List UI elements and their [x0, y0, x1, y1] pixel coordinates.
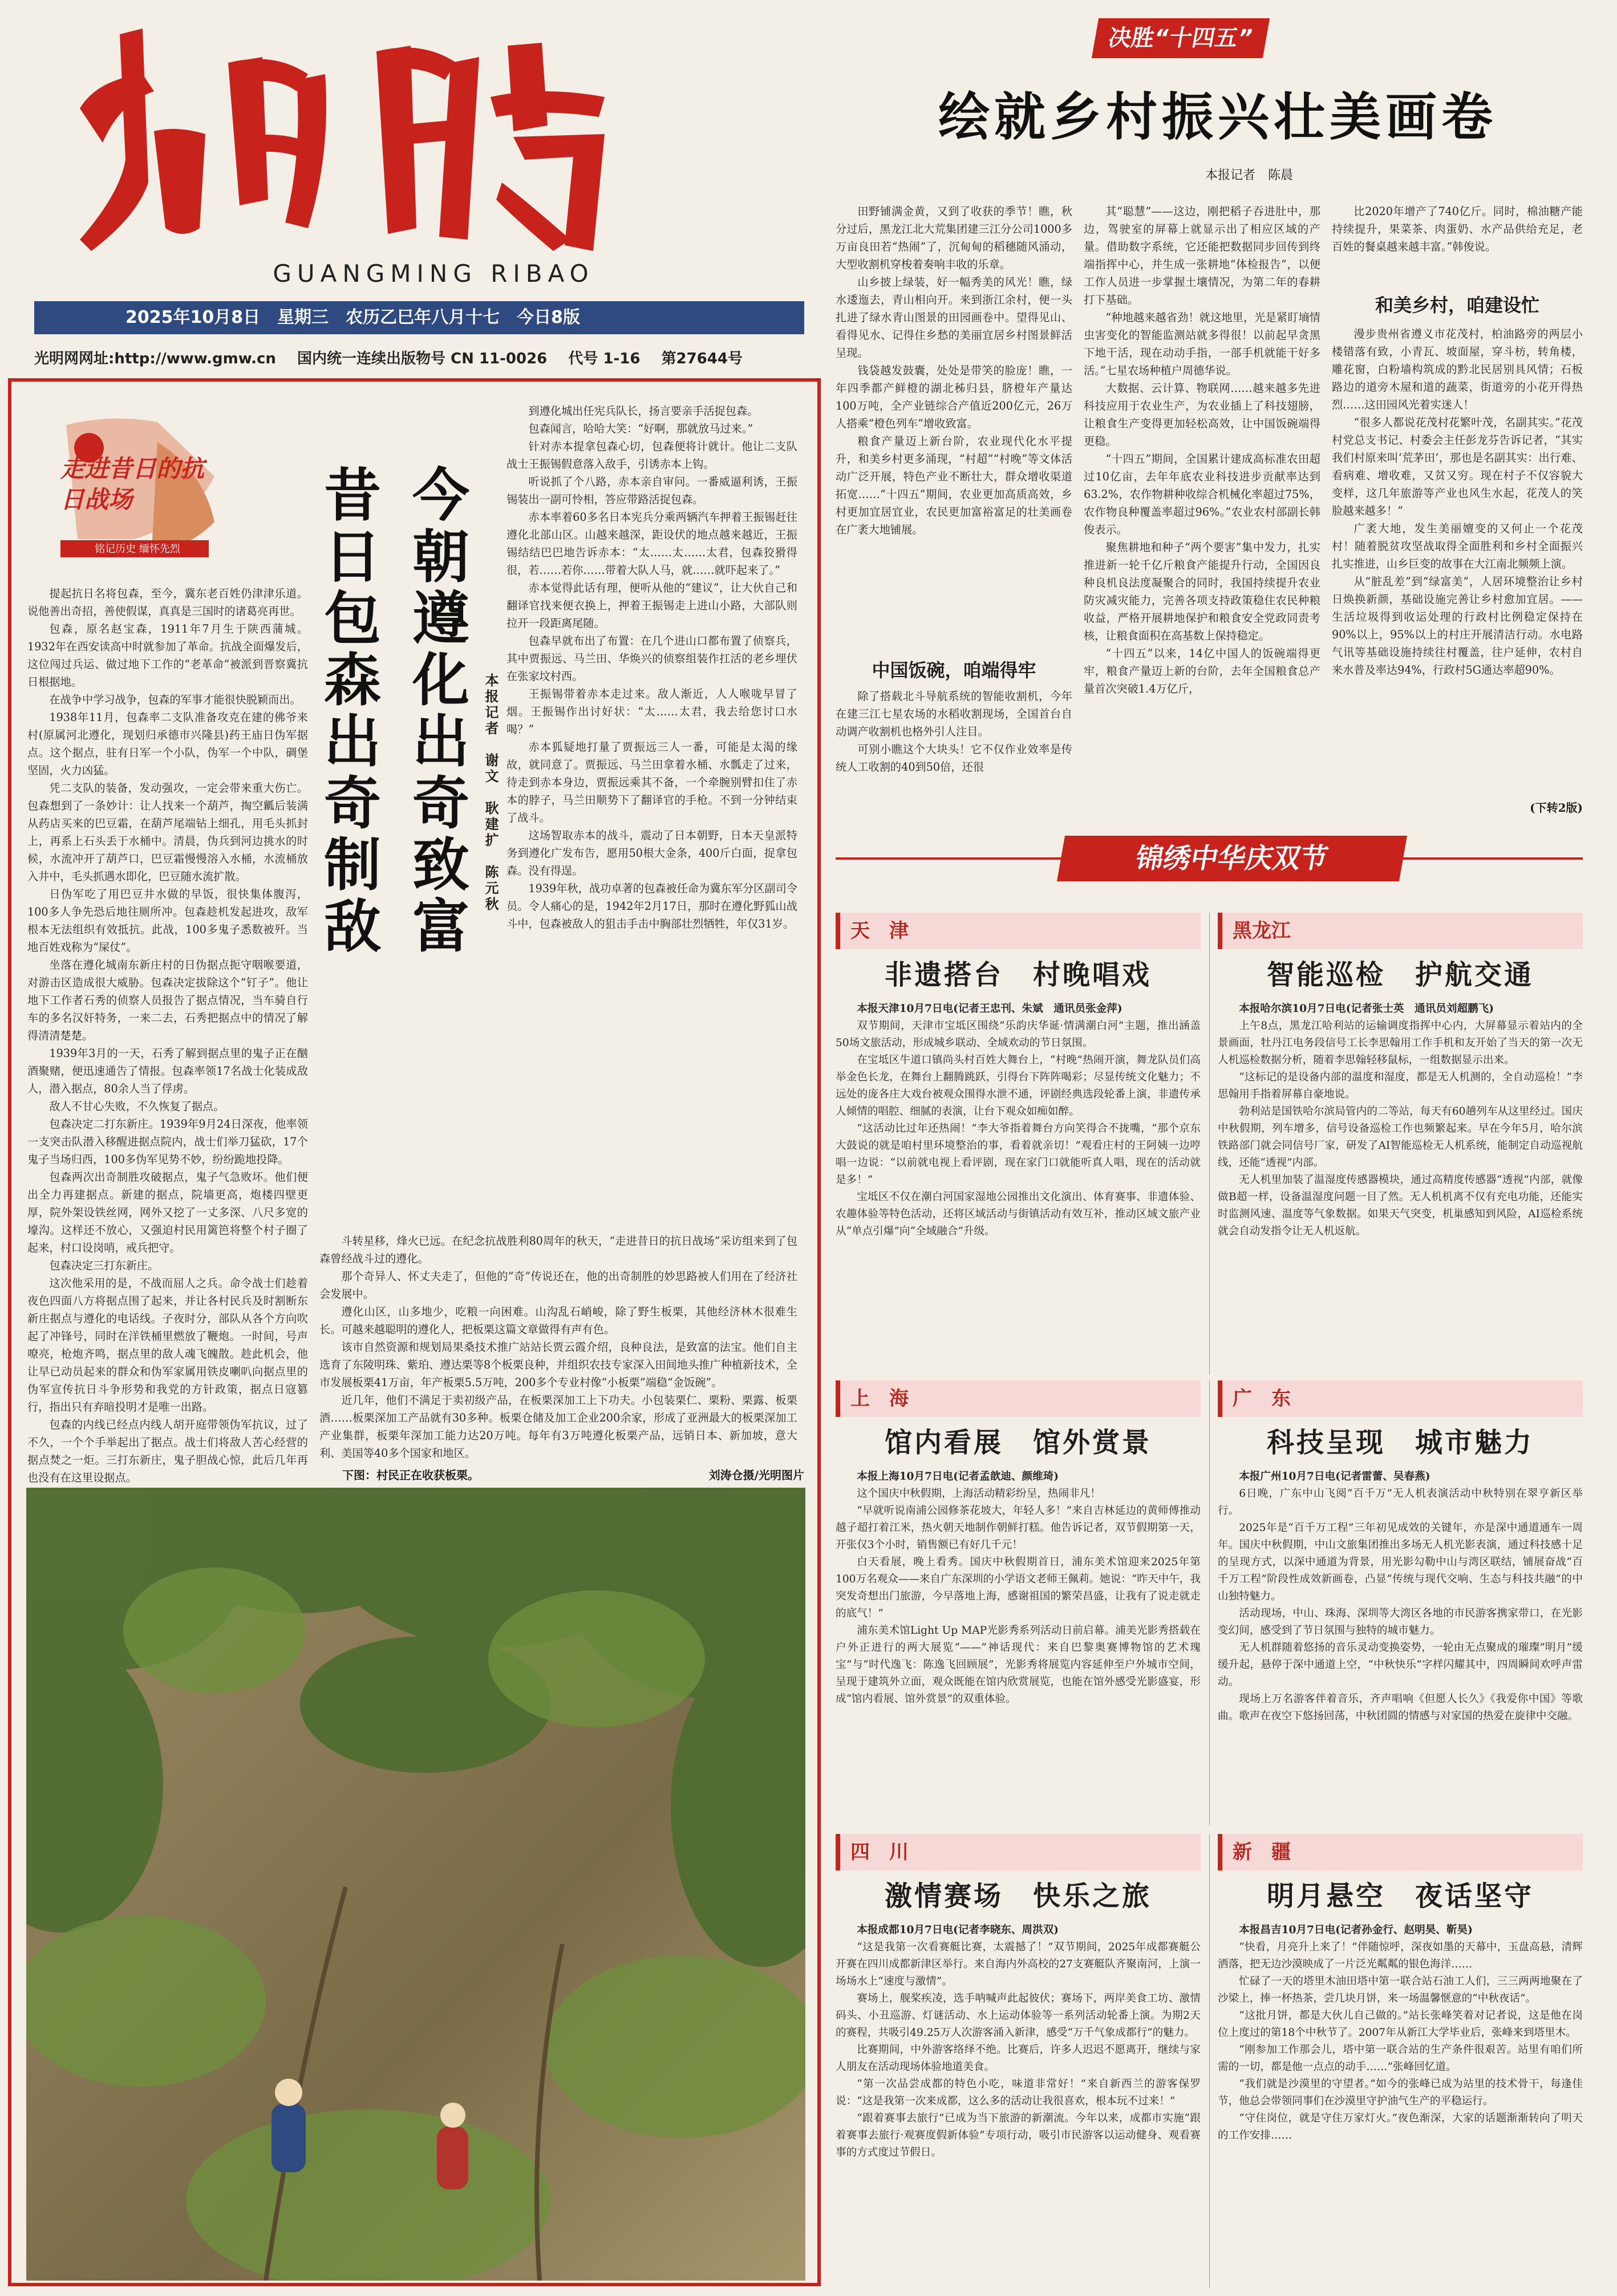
paragraph: 1939年秋，战功卓著的包森被任命为冀东军分区副司令员。令人痛心的是，1942年2月17日，那时在遵化野狐山战斗中，包森被敌人的狙击手击中胸部壮烈牺牲，年仅31岁。: [506, 882, 797, 930]
chestnut-harvest-photo: [26, 1488, 805, 2281]
main-headline: 绘就乡村振兴壮美画卷: [938, 87, 1497, 147]
paragraph: 包森决定三打东新庄。: [49, 1259, 159, 1272]
paragraph: 其“聪慧”——这边，刚把稻子吞进肚中，那边，驾驶室的屏幕上就显示出了相应区域的产量。借助数字系统，它还能把数据同步回传到终端指挥中心，并生成一张耕地“体检报告”，以便工作人员进一步掌握土壤情况，为第二年的春耕打下基础。: [1084, 205, 1320, 306]
paragraph: “种地越来越省劲！就这地里，光是紧盯墒情虫害变化的智能监测站就多得很！以前起早贪黑下地干活，现在动动手指，一部手机就能干好多活。”七星农场种植户周德华说。: [1084, 311, 1320, 377]
feature-column-1: [27, 585, 308, 1483]
rural-column-1b: [836, 687, 1072, 816]
paragraph: 漫步贵州省遵义市花茂村，柏油路旁的两层小楼错落有致，小青瓦、坡面屋，穿斗枋，转角楼，雕花窗，白粉墙构筑成的黔北民居别具风情；石板路边的道旁木屋和道的蔬菜，街道旁的小花开得热烈……这田园风光着实迷人！: [1332, 327, 1583, 411]
paragraph: 包森的内线已经点内线人胡开庭带领伪军抗议，过了不久，一个个手举起出了据点。战士们将敌人苦心经营的据点焚之一炬。三打东新庄，鬼子胆战心惊，此后几年再也没有在这里设据点。: [27, 1418, 308, 1483]
region-article: [836, 1922, 1201, 2278]
paragraph: 该市自然资源和规划局果桑技术推广站站长贾云霞介绍，良种良法，是致富的法宝。他们自主选育了东陵明珠、紫珀、遵达栗等8个板栗良种，并组织农技专家深入田间地头推广种植新技术，全市发展板栗41万亩，年产板栗5.5万吨，200多个专业村像“小板栗”端稳“金饭碗”。: [319, 1341, 797, 1389]
region-block: [836, 1834, 1201, 2287]
festival-band-title: 锦绣中华庆双节: [1057, 836, 1407, 881]
paragraph: 除了搭载北斗导航系统的智能收割机，今年在建三江七星农场的水稻收割现场，全国首台自动调产收割机也格外引人注目。: [836, 690, 1072, 738]
region-block: [836, 1380, 1201, 1825]
paragraph: 比2020年增产了740亿斤。同时，棉油糖产能持续提升，果菜茶、肉蛋奶、水产品供给充足，老百姓的餐桌越来越丰富。”韩俊说。: [1332, 205, 1583, 253]
feature-column-2: [506, 402, 797, 1224]
feature-column-3: [319, 1232, 797, 1463]
paragraph: 提起抗日名将包森，至今，冀东老百姓仍津津乐道。说他善出奇招，善使假谋，真真是三国时的诸葛亮再世。: [27, 587, 308, 618]
paragraph: 广袤大地，发生美丽嬗变的又何止一个花茂村！随着脱贫攻坚战取得全面胜利和乡村全面振兴扎实推进，山乡巨变的故事在大江南北频频上演。: [1332, 522, 1583, 570]
paragraph: 无人机群随着悠扬的音乐灵动变换姿势，一轮由无点聚成的璀璨“明月”缓缓升起，悬停于深中通道上空，“中秋快乐”字样闪耀其中，四周瞬间欢呼声雷动。: [1218, 1642, 1583, 1688]
paragraph: “刚参加工作那会儿，塔中第一联合站的生产条件很艰苦。站里有咱们所需的一切，都是他一点点的动手……”张峰回忆道。: [1218, 2044, 1583, 2073]
paragraph: 到遵化城出任宪兵队长，扬言要亲手活捉包森。: [528, 404, 759, 418]
paragraph: 钱袋越发鼓囊，处处是带笑的脸庞！瞧，一年四季都产鲜橙的湖北秭归县，脐橙年产量达100万吨，全产业链综合产值近200亿元，26万人搭乘“橙色列车”增收致富。: [836, 364, 1072, 430]
paragraph: “快看，月亮升上来了！”伴随惊呼，深夜如墨的天幕中，玉盘高悬，清辉洒落，把无边沙漠映成了一片泛光粼粼的银色海洋……: [1218, 1941, 1583, 1970]
paragraph: 凭二支队的装备，发动强攻，一定会带来重大伤亡。包森想到了一条妙计：让人找来一个葫芦，掏空瓤后装满从药店买来的巴豆霜，在葫芦尾端钻上细孔，用毛头抓封上，再系上石头丢于水桶中。清晨，伪兵到河边挑水的时候，水流冲开了葫芦口，巴豆霜慢慢溶入水桶，水流桶放入井中，毛头抓遇水即化，巴豆随水流扩散。: [27, 781, 308, 883]
paragraph: “很多人都说花茂村花繁叶茂，名副其实。”花茂村党总支书记、村委会主任彭龙芬告诉记者，“其实我们村原来叫‘荒茅田’，那也是名副其实：出行难、看病难、增收难，又贫又穷。现在村子不仅容貌大变样，这几年旅游等产业也风生水起，花茂人的笑脸越来越多！”: [1332, 416, 1583, 517]
paragraph: 比赛期间，中外游客络绎不绝。比赛后，许多人迟迟不愿离开，继续与家人朋友在活动现场体验地道美食。: [836, 2044, 1201, 2073]
region-headline: 明月悬空 夜话坚守: [1266, 1880, 1534, 1912]
paragraph: “我们就是沙漠里的守望者。”如今的张峰已成为站里的技术骨干，每逢佳节，他总会带领同事们在沙漠里守护油气生产的平稳运行。: [1218, 2078, 1583, 2107]
column-divider: [1209, 913, 1210, 1375]
paragraph: 赤本觉得此话有理，便听从他的“建议”，让大伙自己和翻译官找来便衣换上，押着王振锡走上进山小路，大部队则拉开一段距离尾随。: [506, 581, 797, 630]
paragraph: 这个国庆中秋假期，上海活动精彩纷呈，热闹非凡！: [857, 1488, 1101, 1500]
paragraph: 现场上万名游客伴着音乐，齐声唱响《但愿人长久》《我爱你中国》等歌曲。歌声在夜空下悠扬回荡，中秋团圆的情感与对家国的热爱在旋律中交融。: [1218, 1693, 1583, 1722]
region-headline: 科技呈现 城市魅力: [1266, 1427, 1534, 1459]
column-divider: [1209, 1834, 1210, 2287]
rural-subhead-2: 和美乡村，咱建设忙: [1375, 294, 1539, 316]
serial-number: 国内统一连续出版物号 CN 11-0026: [297, 350, 548, 367]
paragraph: 赤本率着60多名日本宪兵分乘两辆汽车押着王振锡赶往遵化北部山区。山越来越深，距设伏的地点越来越近，王振锡结结巴巴地告诉赤本：“太……太……太君，包森狡猾得很，若……若你……带着大队人马，就……就吓起来了。”: [506, 511, 797, 577]
paragraph: “第一次品尝成都的特色小吃，味道非常好！”来自新西兰的游客保罗说：“这是我第一次来成都，这么多的活动让我很喜欢，根本玩不过来！”: [836, 2078, 1201, 2107]
column-divider: [1209, 1380, 1210, 1825]
region-dateline: 本报成都10月7日电(记者李晓东、周洪双): [857, 1924, 1059, 1936]
region-label: 广 东: [1218, 1380, 1583, 1417]
paragraph: “早就听说南浦公园修茶花坡大，年轻人多！”来自吉林延边的黄师傅推动越子超打着江米，热火朝天地制作朝鲜打糕。他告诉记者，双节假期第一天，开张仅3个小时，销售额已有好几千元！: [836, 1505, 1201, 1551]
rural-column-3b: [1332, 325, 1583, 793]
website-url[interactable]: 光明网网址:http://www.gmw.cn: [34, 350, 276, 367]
region-block: [836, 913, 1201, 1375]
paragraph: 包森决定二打东新庄。1939年9月24日深夜，他率领一支突击队潜入移醒进据点院内，战士们举刀猛砍，17个鬼子当场归西，100多伪军见势不妙，纷纷跪地投降。: [27, 1117, 308, 1166]
paragraph: 赤本狐疑地打量了贾振远三人一番，可能是太渴的缘故，就同意了。贾振远、马兰田拿着水桶、水瓢走了过来，待走到赤本身边，贾振远乘其不备，一个牵腕别臂扣住了赤本的脖子，马兰田顺势下了翻译官的手枪。不到一分钟结束了战斗。: [506, 740, 797, 824]
paragraph: 浦东美术馆Light Up MAP光影秀系列活动日前启幕。浦美光影秀搭载在户外正进行的两大展览“——“神话现代：来自巴黎奥赛博物馆的艺术瑰宝”与“时代逸飞：陈逸飞回顾展”，光影秀将展览内容延伸至户外城市空间，呈现于建筑外立面，观众既能在馆内欣赏展览，也能在馆外感受光影盛宴，形成“馆内看展、馆外赏景”的双重体验。: [836, 1625, 1201, 1705]
paragraph: 斗转星移，烽火已远。在纪念抗战胜利80周年的秋天，“走进昔日的抗日战场”采访组来到了包森曾经战斗过的遵化。: [319, 1234, 797, 1265]
headline-byline: 本报记者 陈晨: [1205, 168, 1293, 183]
region-block: [1218, 1834, 1583, 2287]
paragraph: 那个奇异人、怀丈夫走了，但他的“奇”传说还在，他的出奇制胜的妙思路被人们用在了经济社会发展中。: [319, 1270, 797, 1301]
paragraph: 敌人不甘心失败，不久恢复了据点。: [49, 1100, 225, 1113]
masthead-pinyin: GUANGMING RIBAO: [273, 260, 594, 287]
paragraph: 上午8点，黑龙江哈利站的运输调度指挥中心内，大屏幕显示着站内的全景画面，牡丹江电务段信号工长李思翰用工作手机和友开始了当天的第一次无人机巡检数据分析，随着李思翰轻移鼠标，一组数据显示出来。: [1218, 1020, 1583, 1066]
date-bar: 2025年10月8日 星期三 农历乙巳年八月十七 今日8版: [34, 301, 804, 334]
region-label: 上 海: [836, 1380, 1201, 1417]
region-block: [1218, 913, 1583, 1375]
paragraph: 1938年11月，包森率二支队准备攻克在建的佛爷来村(原属河北遵化，现划归承德市兴隆县)药王庙日伪军据点。这个据点，驻有日军一个小队，伪军一个中队，碉堡坚固，火力凶猛。: [27, 711, 308, 777]
paragraph: 近几年，他们不满足于卖初级产品，在板栗深加工上下功夫。小包装栗仁、栗粉、栗露、板栗酒……板栗深加工产品就有30多种。板栗仓储及加工企业200余家，形成了亚洲最大的板栗深加工产业集群，板栗年深加工能力达20万吨。每年有3万吨遵化板栗产品，远销日本、新加坡，意大利、美国等40多个国家和地区。: [319, 1394, 797, 1460]
region-article: [1218, 1001, 1583, 1366]
photo-caption: 下图：村民正在收获板栗。: [342, 1468, 479, 1482]
paragraph: [319, 1462, 797, 1463]
feature-title-line2: 昔日包森出奇制敌: [314, 465, 382, 958]
region-block: [1218, 1380, 1583, 1825]
paragraph: 可别小瞧这个大块头！它不仅作业效率是传统人工收割的40到50倍，还很: [836, 743, 1072, 774]
region-article: [1218, 1922, 1583, 2278]
region-headline: 非遗搭台 村晚唱戏: [884, 959, 1152, 991]
paragraph: 遵化山区，山多地少，吃粮一向困难。山沟乱石峭峻，除了野生板栗，其他经济林木很难生长。可越来越聪明的遵化人，把板栗这篇文章做得有声有色。: [319, 1305, 797, 1336]
region-headline: 馆内看展 馆外赏景: [884, 1427, 1152, 1459]
paragraph: 听说抓了个八路，赤本亲自审问。一番威逼利诱，王振锡装出一副可怜相，答应带路活捉包森。: [506, 475, 797, 506]
region-label: 天 津: [836, 913, 1201, 949]
feature-title-line1: 今朝遵化出奇致富: [403, 465, 470, 958]
region-label: 新 疆: [1218, 1834, 1583, 1870]
issue-number: 第27644号: [661, 350, 743, 367]
region-dateline: 本报昌吉10月7日电(记者孙金行、赵明昊、靳昊): [1239, 1924, 1473, 1936]
publication-info: [34, 347, 833, 375]
postal-code: 代号 1-16: [568, 350, 641, 367]
paragraph: 针对赤本提拿包森心切，包森便将计就计。他让二支队战士王振锡假意落入敌手，引诱赤本上钩。: [506, 440, 797, 471]
paragraph: “这活动比过年还热闹！”李大爷指着舞台方向笑得合不拢嘴，“那个京东大鼓说的就是咱村里环境整治的事，看着就亲切！”观看庄村的王阿姨一边哼唱一边说：“以前就电视上看评剧，现在家门口就能听真人唱，现在的活动就是多！”: [836, 1123, 1201, 1186]
paragraph: 田野铺满金黄，又到了收获的季节！瞧，秋分过后，黑龙江北大荒集团建三江分公司1000多万亩良田若“热闹”了，沉甸甸的稻穗随风涌动，大型收割机穿梭着奏响丰收的乐章。: [836, 205, 1072, 271]
region-dateline: 本报上海10月7日电(记者孟歆迪、颜维琦): [857, 1471, 1059, 1483]
paragraph: “十四五”以来，14亿中国人的饭碗端得更牢，粮食产量迈上新的台阶，去年全国粮食总产量首次突破1.4万亿斤，: [1084, 647, 1320, 695]
badge-title: 走进昔日的抗日战场: [60, 455, 205, 513]
paragraph: 包森闻言，哈哈大笑：“好啊，那就放马过来。”: [528, 422, 753, 435]
paragraph: 白天看展，晚上看秀。国庆中秋假期首日，浦东美术馆迎来2025年第100万名观众——来自广东深圳的小学语文老师王佩莉。她说：“昨天中午，我突发奇想出门旅游，今早落地上海，感谢祖国的繁荣昌盛，让我有了说走就走的底气！”: [836, 1556, 1201, 1619]
paragraph: 山乡披上绿装，好一幅秀美的风光！瞧，绿水逶迤去，青山相向开。来到浙江余村，便一头扎进了绿水青山图景的田园画卷中。望得见山、看得见水、记得住乡愁的美丽宜居乡村图景鲜活呈现。: [836, 276, 1072, 359]
region-headline: 智能巡检 护航交通: [1266, 959, 1534, 991]
paragraph: 勃利站是国铁哈尔滨局管内的二等站，每天有60趟列车从这里经过。国庆中秋假期，列车增多，信号设备巡检工作也频繁起来。早在今年5月，哈尔滨铁路部门就会同信号厂家，研发了AI智能巡检无人机系统，能制定自动巡视航线，还能“透视”内部。: [1218, 1106, 1583, 1169]
paragraph: 宝坻区不仅在潮白河国家湿地公园推出文化演出、体育赛事、非遗体验、农趣体验等特色活动，还将区域活动与街镇活动有效互补，推动区域文旅产业从“单点引爆”向“全域融合”升级。: [836, 1191, 1201, 1237]
paragraph: “守住岗位，就是守住万家灯火。”夜色渐深，大家的话题渐渐转向了明天的工作安排……: [1218, 2112, 1583, 2141]
region-dateline: 本报哈尔滨10月7日电(记者张士英 通讯员刘超鹏飞): [1239, 1003, 1494, 1015]
paragraph: 赛场上，舰桨疾凌，选手呐喊声此起彼伏；赛场下，两岸美食工坊、激情码头、小丑巡游、灯谜活动、水上运动体验等一系列活动轮番上演。为期2天的赛程，共吸引49.25万人次游客涌入新津，感受“万千气象成都行”的魅力。: [836, 1993, 1201, 2039]
paragraph: 坐落在遵化城南东新庄村的日伪据点扼守咽喉要道，对游击区造成很大威胁。包森决定拔除这个“钉子”。他让地下工作者石秀的侦察人员报告了据点情况，当车骑自行车的多名汉奸特务，一来二去，石秀把据点中的情况了解得清清楚楚。: [27, 958, 308, 1042]
paragraph: 包森早就布出了布置：在几个进山口都布置了侦察兵，其中贾振远、马兰田、华焕兴的侦察组装作扛活的老乡埋伏在张家坟村西。: [506, 634, 797, 683]
paragraph: 双节期间，天津市宝坻区围绕“乐韵庆华诞·情满潮白河”主题，推出涵盖50场文旅活动，形成城乡联动、全域欢动的节日氛围。: [836, 1020, 1201, 1049]
rural-column-2: [1084, 203, 1320, 816]
region-article: [836, 1468, 1201, 1816]
paragraph: 这场智取赤本的战斗，震动了日本朝野，日本天皇派特务到遵化广发布告，愿用50根大金条，400斤白面，捉拿包森。没有得逞。: [506, 829, 797, 877]
paragraph: 这次他采用的是，不战而屈人之兵。命令战士们趁着夜色四面八方将据点围了起来，并让各村民兵及时割断东新庄据点与遵化的电话线。子夜时分，部队从各个方向吹起了冲锋号，同时在洋铁桶里燃放了鞭炮。一时间，号声嘹亮，枪炮齐鸣，据点里的敌人魂飞魄散。趁此机会，他让早已动员起来的群众和伪军家属用铁皮喇叭向据点里的伪军宣传抗日斗争形势和我党的方针政策，据点日寇篡行，指出只有弃暗投明才是唯一出路。: [27, 1277, 308, 1414]
rural-column-3: [1332, 203, 1583, 271]
region-article: [1218, 1468, 1583, 1816]
paragraph: “跟着赛事去旅行”已成为当下旅游的新潮流。今年以来，成都市实施“跟着赛事去旅行·观赛度假新体验”专项行动，吸引市民游客以运动健身、观看赛事的方式度过节假日。: [836, 2112, 1201, 2159]
paragraph: 包森两次出奇制胜攻破据点，鬼子气急败坏。他们便出全力再建据点。新建的据点，院墙更高，炮楼四壁更厚，院外架设铁丝网，网外又挖了一丈多深、八尺多宽的壕沟。这样还不放心，又强迫村民用篱笆将整个村子圈了起来，村口设岗哨，戒兵把守。: [27, 1171, 308, 1254]
paragraph: “十四五”期间，全国累计建成高标准农田超过10亿亩，去年年底农业科技进步贡献率达到63.2%，农作物耕种收综合机械化率超过75%，农作物良种覆盖率超过96%。”农业农村部副长韩俊表示。: [1084, 452, 1320, 536]
paragraph: “这批月饼，都是大伙儿自己做的。”站长张峰笑着对记者说，这是他在岗位上度过的第18个中秋节了。2007年从新江大学毕业后，张峰来到塔里木。: [1218, 2010, 1583, 2039]
paragraph: 从“脏乱差”到“绿富美”，人居环境整治让乡村日焕换新颜，基础设施完善让乡村愈加宜居。——生活垃圾得到收运处理的行政村比例稳定保持在90%以上，95%以上的村庄开展清洁行动。水电路气讯等基础设施持续往村覆盖，往户延伸，农村自来水普及率达94%，行政村5G通达率超90%。: [1332, 575, 1583, 677]
region-dateline: 本报广州10月7日电(记者雷蕾、吴春燕): [1239, 1471, 1430, 1483]
region-label: 四 川: [836, 1834, 1201, 1870]
paragraph: 1939年3月的一天，石秀了解到据点里的鬼子正在酗酒聚赌，便迅速通告了情报。包森率领17名战士化装成敌人，潜入据点，80余人当了俘虏。: [27, 1047, 308, 1095]
paragraph: 在宝坻区牛道口镇尚头村百姓大舞台上，“村晚”热闹开演，舞龙队员们高举金色长龙，在舞台上翻腾跳跃，引得台下阵阵喝彩；尽显传统文化魅力；不远处的庞各庄大戏台被观众围得水泄不通，评剧经典选段轮番上演，非遗传承人倾情的唱腔、细腻的表演，让台下观众如痴如醉。: [836, 1054, 1201, 1117]
masthead-calligraphy-logo: [57, 11, 627, 262]
feature-byline: 本报记者 谢文 耿建扩 陈元秋: [483, 673, 499, 913]
paragraph: 活动现场，中山、珠海、深圳等大湾区各地的市民游客携家带口，在光影变幻间，感受到了节日氛围与独特的城市魅力。: [1218, 1607, 1583, 1637]
region-article: [836, 1001, 1201, 1366]
series-badge: [43, 408, 232, 568]
paragraph: 大数据、云计算、物联网……越来越多先进科技应用于农业生产，为农业插上了科技翅膀，让粮食生产变得更加轻松高效，让中国饭碗端得更稳。: [1084, 382, 1320, 448]
paragraph: “这是我第一次看赛艇比赛，太震撼了！”双节期间，2025年成都赛艇公开赛在四川成都新津区举行。来自海内外高校的27支赛艇队齐聚南河，上演一场场水上“速度与激情”。: [836, 1941, 1201, 1987]
paragraph: 王振锡带着赤本走过来。敌人渐近，人人喉咙早冒了烟。王振锡作出讨好状：“太……太君，我去给您讨口水喝？”: [506, 687, 797, 736]
paragraph: 聚焦耕地和种子“两个要害”集中发力，扎实推进新一轮千亿斤粮食产能提升行动，全国因良种良机良法度凝聚合的同时，我国持续提升农业防灾减灾能力，完善各项支持政策稳住农民种粮收益，严格开展耕地保护和粮食安全党政同责考核，让粮食面积在高基数上保持稳定。: [1084, 541, 1320, 642]
photo-credit: 刘涛仓摄/光明图片: [708, 1468, 804, 1482]
paragraph: 包森，原名赵宝森，1911年7月生于陕西蒲城。1932年在西安读高中时就参加了革命。抗战全面爆发后，这位闯过兵运、做过地下工作的“老革命”被派到晋察冀抗日根据地。: [27, 622, 308, 689]
paragraph: 粮食产量迈上新台阶，农业现代化水平提升，和美乡村更多涌现，“村超”“村晚”等文体活动广泛开展，特色产业不断壮大，群众增收渠道拓宽……“十四五”期间，农业更加高质高效，乡村更加宜居宜业，农民更加富裕富足的壮美画卷在广袤大地铺展。: [836, 435, 1072, 536]
continued-note[interactable]: (下转2版): [1530, 801, 1583, 815]
paragraph: 无人机里加装了温湿度传感器模块，通过高精度传感器“透视”内部，就像做B超一样，设备温湿度问题一目了然。无人机机离不仅有充电功能，还能实时监测风速、温度等气象数据。如果天气突变，机巢感知到风险，AI巡检系统就会自动发指令让无人机返航。: [1218, 1174, 1583, 1237]
badge-subtitle: 铭记历史 缅怀先烈: [95, 543, 180, 555]
paragraph: 6日晚，广东中山飞阅“百千万”无人机表演活动中秋特别在翠亨新区举行。: [1218, 1488, 1583, 1517]
paragraph: “这标记的是设备内部的温度和湿度，都是无人机测的，全自动巡检！”李思翰用手指着屏幕自豪地说。: [1218, 1071, 1583, 1100]
region-label: 黑龙江: [1218, 913, 1583, 949]
series-tag: 决胜“十四五”: [1092, 18, 1270, 58]
rural-subhead-1: 中国饭碗，咱端得牢: [872, 659, 1036, 681]
region-headline: 激情赛场 快乐之旅: [884, 1880, 1152, 1912]
paragraph: 忙碌了一天的塔里木油田塔中第一联合站石油工人们，三三两两地聚在了沙梁上，捧一杯热茶，尝几块月饼，来一场温馨惬意的“中秋夜话”。: [1218, 1975, 1583, 2005]
paragraph: 日伪军吃了用巴豆井水做的早饭，很快集体腹泻，100多人争先恐后地往厕所冲。包森趁机发起进攻，敌军根本无法组织有效抵抗。此战，100多鬼子悉数被歼。当地百姓戏称为“屎仗”。: [27, 888, 308, 954]
rural-column-1: [836, 203, 1072, 653]
paragraph: 在战争中学习战争，包森的军事才能很快脱颖而出。: [49, 693, 301, 706]
region-dateline: 本报天津10月7日电(记者王忠刊、朱斌 通讯员张金萍): [857, 1003, 1122, 1015]
paragraph: 2025年是“百千万工程”三年初见成效的关键年，亦是深中通道通车一周年。国庆中秋假期，中山文旅集团推出多场无人机光影表演，通过科技感十足的呈现方式，以深中通道为背景，用光影勾勒中山与湾区联结，铺展奋战“百千万工程”阶段性成效新画卷，凸显“传统与现代交响、生态与科技共融”的中山独特魅力。: [1218, 1522, 1583, 1602]
